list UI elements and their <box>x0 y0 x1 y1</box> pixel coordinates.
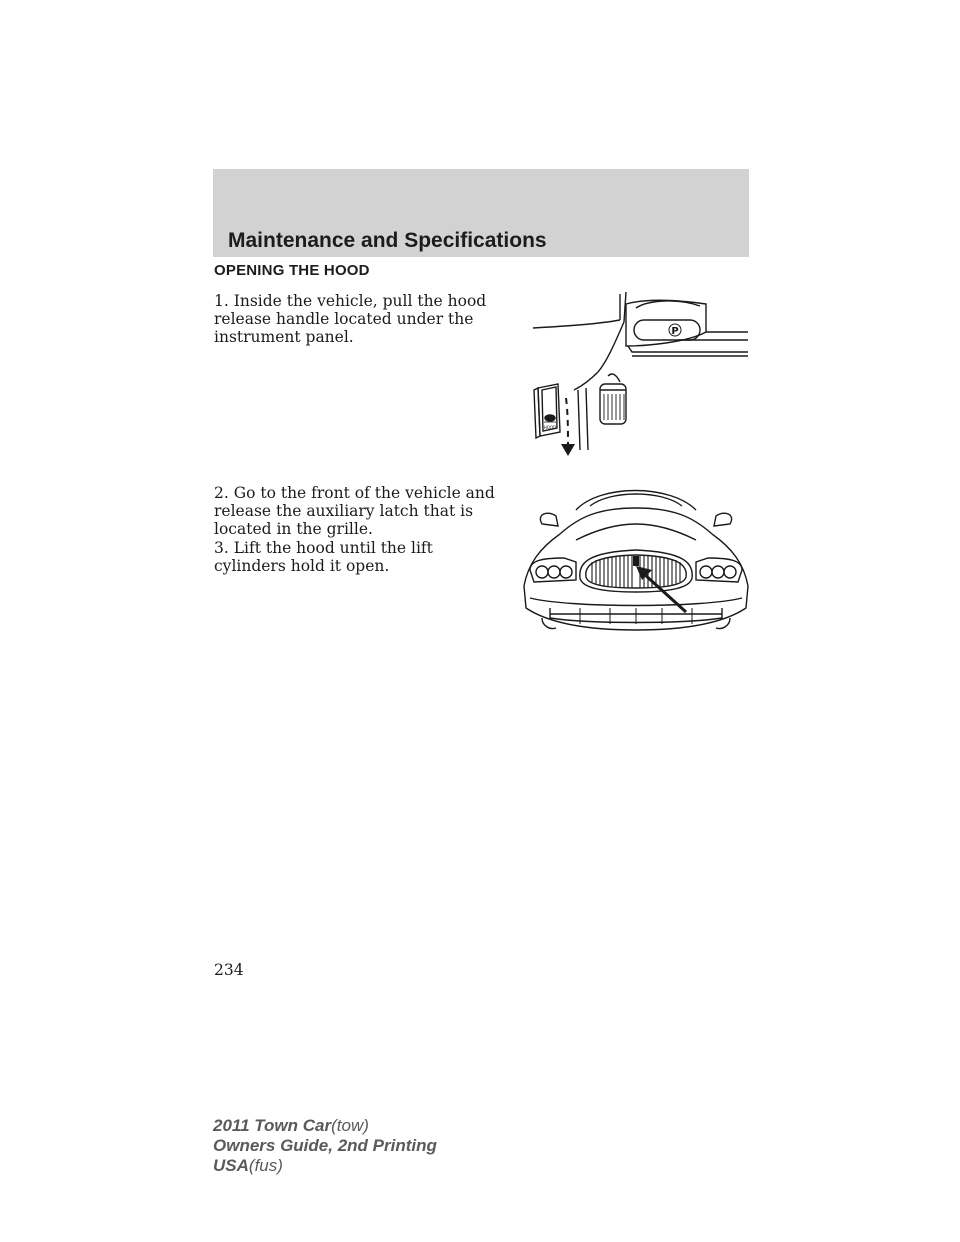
grille-emblem <box>633 556 639 566</box>
footer-model: 2011 Town Car <box>213 1116 332 1135</box>
page-heading: OPENING THE HOOD <box>214 262 370 279</box>
section-title: Maintenance and Specifications <box>228 229 547 252</box>
parking-brake-symbol: P <box>671 326 679 337</box>
hood-release-handle-illustration <box>528 290 750 462</box>
page-number: 234 <box>214 961 244 979</box>
hood-label: HOOD <box>543 425 557 430</box>
footer-region: USA <box>213 1156 249 1175</box>
pull-arrow-icon <box>561 444 575 456</box>
step-1-text: 1. Inside the vehicle, pull the hood release handle located under the instrument panel. <box>214 292 487 346</box>
footer-guide-edition: Owners Guide, 2nd Printing <box>213 1136 437 1155</box>
document-footer <box>213 1116 437 1176</box>
vehicle-front-grille-illustration <box>520 478 752 638</box>
footer-model-code: (tow) <box>331 1116 369 1135</box>
step-3-text: 3. Lift the hood until the lift cylinders hold it open. <box>214 539 433 575</box>
step-2-text: 2. Go to the front of the vehicle and release the auxiliary latch that is located in the grille. <box>214 484 495 538</box>
footer-region-code: (fus) <box>248 1156 283 1175</box>
